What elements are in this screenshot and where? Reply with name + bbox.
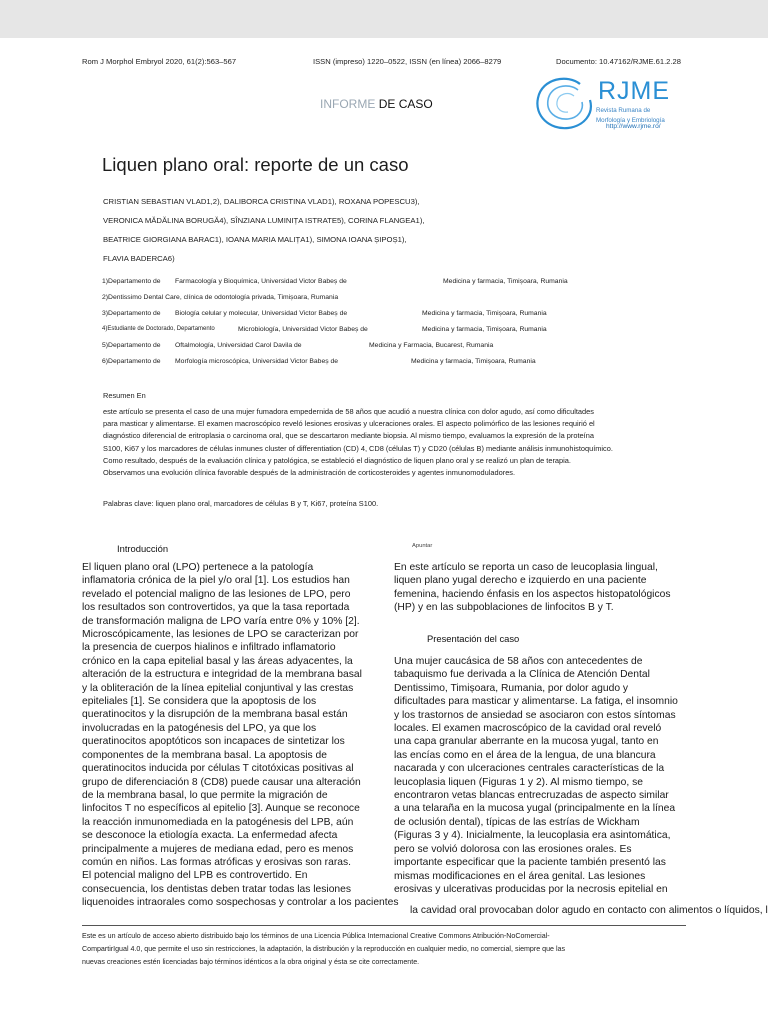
rjme-logo [534,76,694,136]
article-title: Liquen plano oral: reporte de un caso [102,154,409,175]
text-line: y los trastornos de ansiedad se asociaron con estos síntomas [394,709,676,721]
journal-reference: Rom J Morphol Embryol 2020, 61(2):563–567 [82,57,237,66]
abstract-line: diagnóstico diferencial de eritroplasia o carcinoma oral, que se descartaron mediante biopsia. Al mismo tiempo, evaluamos la expresión de la proteína [103,431,594,441]
text-line: común en niños. Las formas atróficas y erosivas son raras. [82,856,351,868]
affiliation-dept: Microbiología, Universidad Victor Babeș de [238,326,368,333]
license-line: CompartirIgual 4.0, que permite el uso sin restricciones, la adaptación, la distribución y la reproducción en cualquier medio, no comercial, siempre que las [82,945,566,953]
affiliation-dept: Oftalmología, Universidad Carol Davila de [175,342,302,349]
affiliation-row [102,342,702,358]
affiliation-prefix: 4)Estudiante de Doctorado, Departamento [102,326,215,332]
author-line: FLAVIA BADERCA6) [103,254,175,263]
text-line: importante especificar que la paciente también presentó las [394,857,666,869]
text-line: principalmente a mujeres de mediana edad, pero es menos [82,843,354,855]
rjme-logo-subtitle-line-1: Revista Rumana de [596,107,651,114]
keywords: Palabras clave: liquen plano oral, marcadores de células B y T, Ki67, proteína S100. [103,499,379,508]
abstract-line: Observamos una evolución clínica favorable después de la administración de corticosteroides y agentes inmunomoduladores. [103,468,516,478]
abstract-line: S100, Ki67 y los marcadores de células inmunes cluster of differentiation (CD) 4, CD8 (células T) y CD20 (células B) mediante análisis inmunohistoquímico. [103,443,613,453]
affiliation-location: Medicina y farmacia, Timișoara, Rumania [422,310,547,317]
text-line: nacarada y con ulceraciones centrales características de la [394,763,665,775]
text-line: revelado el potencial maligno de las lesiones de LPO, pero [82,588,351,600]
text-line: mismas modificaciones en el área genital. Las lesiones [394,870,646,882]
text-line: queratinocitos inducida por células T citotóxicas positivas al [82,763,354,775]
text-line: de oclusión dental), típicas de las estrías de Wickham [394,816,640,828]
rjme-logo-subtitle-line-2: Morfología y Embriología [596,117,665,124]
license-line: Este es un artículo de acceso abierto distribuido bajo los términos de una Licencia Pública Internacional Creative Commons Atribución-NoComercial- [82,932,550,940]
text-line: El potencial maligno del LPB es controvertido. En [82,870,308,882]
rjme-url-link[interactable]: http://www.rjme.ro/ [606,123,661,130]
text-line: (Figuras 3 y 4). Inicialmente, la leucoplasia era asintomática, [394,830,671,842]
affiliation-dept: Biología celular y molecular, Universidad Victor Babeș de [175,310,348,317]
text-line: alteración de la estructura e integridad de la membrana basal [82,669,362,681]
text-line: liquen plano yugal derecho e izquierdo en una paciente [394,575,647,587]
text-line: una capa granular aberrante en la mucosa yugal, tanto en [394,736,659,748]
text-line: y la obliteración de la línea epitelial conjuntival y las crestas [82,682,354,694]
text-line: pero se volvió dolorosa con las erosiones orales. Es [394,843,632,855]
rjme-logo-title: RJME [598,77,671,105]
right-column-case-text [394,655,678,896]
affiliation-row [102,326,702,342]
text-line: la presencia de cuerpos hialinos e infiltrado inflamatorio [82,642,336,654]
affiliation-row [102,294,702,310]
text-line: las encías como en el área de la lengua, de una blancura [394,749,656,761]
license-notice [82,930,565,969]
affiliation-row [102,278,702,294]
text-line: leucoplasia liquen (Figuras 1 y 2). Al mismo tiempo, se [394,776,643,788]
text-line: Dentissimo, Timișoara, Rumania, por dolor agudo y [394,682,629,694]
footer-divider [82,925,686,926]
affiliation-list [102,278,702,374]
text-line: El liquen plano oral (LPO) pertenece a la patología [82,562,314,573]
text-line: de la membrana basal, lo que permite la migración de [82,789,328,801]
text-line: la reacción inmunomediada en la patogénesis del LPB, aún [82,816,354,828]
abstract-line: Como resultado, después de la evaluación clínica y patológica, se estableció el diagnóstico de liquen plano oral y se realizó un plan de terapia. [103,455,571,465]
affiliation-prefix: 6)Departamento de [102,358,161,365]
case-presentation-heading: Presentación del caso [427,633,520,644]
text-line: los resultados son controvertidos, ya que la tasa reportada [82,602,350,614]
text-line: de transformación maligna de LPO varía entre 0% y 10% [2]. [82,615,360,627]
text-line: a una telaraña en la mucosa yugal (principalmente en la línea [394,803,676,815]
text-line: Microscópicamente, las lesiones de LPO se caracterizan por [82,629,359,641]
text-line: involucradas en la patogénesis del LPO, ya que los [82,722,317,734]
text-line: componentes de la membrana basal. La apoptosis de [82,749,327,761]
abstract-line: este artículo se presenta el caso de una mujer fumadora empedernida de 58 años que acudió a nuestra clínica con dolor agudo, así como dificultades [103,407,594,416]
text-line: inflamatoria crónica de la piel y/o oral [1]. Los estudios han [82,575,350,587]
text-line: consecuencia, los dentistas deben tratar todas las lesiones [82,883,352,895]
text-line: queratinocitos y la disrupción de la membrana basal están [82,709,348,721]
affiliation-prefix: 2)Dentissimo Dental Care, clínica de odontología privada, Timișoara, Rumania [102,294,339,301]
text-line: grupo de diferenciación 8 (CD8) puede causar una alteración [82,776,361,788]
report-type-dark: DE CASO [378,97,433,111]
text-line: encontraron vetas blancas entrecruzadas de aspecto similar [394,790,669,802]
text-line: crónico en la capa epitelial basal y las áreas adyacentes, la [82,655,353,667]
viewer-top-bar [0,0,768,38]
affiliation-dept: Morfología microscópica, Universidad Victor Babeș de [175,358,339,365]
affiliation-row [102,310,702,326]
text-line: Una mujer caucásica de 58 años con antecedentes de [394,656,643,667]
right-column-intro-text [394,561,670,615]
report-type-label [320,97,433,111]
text-line: linfocitos T no específicos al epitelio [3]. Aunque se reconoce [82,803,360,815]
affiliation-prefix: 1)Departamento de [102,278,161,285]
affiliation-location: Medicina y farmacia, Timișoara, Rumania [411,358,536,365]
left-column-text [82,561,399,910]
author-line: BEATRICE GIORGIANA BARAC1), IOANA MARIA MALIȚA1), SIMONA IOANA ȘIPOȘ1), [103,235,407,244]
affiliation-prefix: 5)Departamento de [102,342,161,349]
affiliation-location: Medicina y farmacia, Timișoara, Rumania [443,278,568,285]
text-line: dificultades para masticar y alimentarse. La fatiga, el insomnio [394,696,678,708]
text-line: tabaquismo fue derivada a la Clínica de Atención Dental [394,669,650,681]
abstract-heading: Resumen En [103,391,146,400]
text-line: se desconoce la etiología exacta. La enfermedad afecta [82,830,338,842]
affiliation-location: Medicina y farmacia, Timișoara, Rumania [422,326,547,333]
issn-info: ISSN (impreso) 1220–0522, ISSN (en línea) 2066–8279 [313,57,502,66]
text-line: En este artículo se reporta un caso de leucoplasia lingual, [394,562,658,573]
text-line: locales. El examen macroscópico de la cavidad oral reveló [394,723,662,735]
note-heading: Apuntar [412,543,433,549]
text-line: erosivas y ulcerativas producidas por la necrosis epitelial en [394,883,668,895]
text-line: (HP) y en las subpoblaciones de linfocitos B y T. [394,602,614,614]
affiliation-row [102,358,702,374]
affiliation-location: Medicina y Farmacia, Bucarest, Rumania [369,342,494,349]
document-id: Documento: 10.47162/RJME.61.2.28 [556,57,681,66]
overflow-text-line: la cavidad oral provocaban dolor agudo en contacto con alimentos o líquidos, l [410,905,768,916]
license-line: nuevas creaciones estén licenciadas bajo términos idénticos a la obra original y ésta se cite correctamente. [82,958,420,966]
introduction-heading: Introducción [117,543,169,554]
author-line: VERONICA MĂDĂLINA BORUGĂ4), SÎNZIANA LUMINIȚA ISTRATE5), CORINA FLANGEA1), [103,216,425,225]
affiliation-prefix: 3)Departamento de [102,310,161,317]
text-line: queratinocitos apoptóticos son incapaces de sintetizar los [82,736,345,748]
author-line: CRISTIAN SEBASTIAN VLAD1,2), DALIBORCA CRISTINA VLAD1), ROXANA POPESCU3), [103,197,420,206]
abstract-body [103,406,703,479]
affiliation-dept: Farmacología y Bioquímica, Universidad Victor Babeș de [175,278,347,285]
report-type-light: INFORME [320,97,376,111]
author-list [103,196,425,272]
text-line: epiteliales [1]. Se considera que la apoptosis de los [82,696,317,708]
rjme-logo-swirl-icon [534,76,604,136]
text-line: femenina, haciendo énfasis en los aspectos histopatológicos [394,588,671,600]
abstract-line: para masticar y alimentarse. El examen macroscópico reveló lesiones erosivas y ulceraciones orales. El aspecto polimórfico de las lesiones requirió el [103,419,595,429]
text-line: liquenoides intraorales como sospechosas y controlar a los pacientes [82,897,399,909]
